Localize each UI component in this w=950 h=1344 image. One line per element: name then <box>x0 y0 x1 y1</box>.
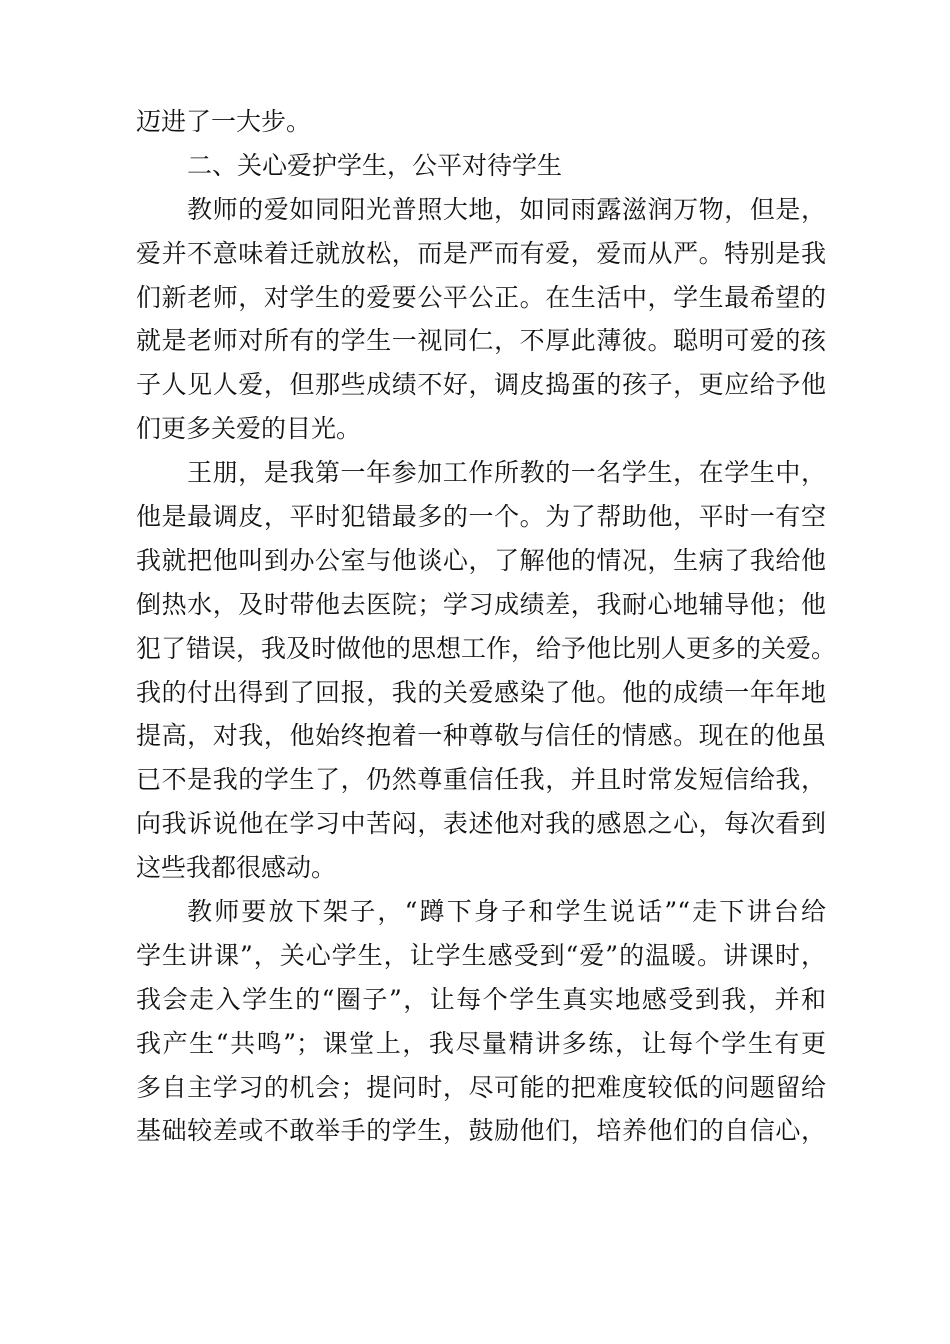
text-line-5: 们新老师，对学生的爱要公平公正。在生活中，学生最希望的 <box>136 282 826 312</box>
text-line-20: 学生讲课”，关心学生，让学生感受到“爱”的温暖。讲课时， <box>136 940 826 970</box>
text-line-24: 基础较差或不敢举手的学生，鼓励他们，培养他们的自信心， <box>136 1116 826 1146</box>
text-line-8: 们更多关爱的目光。 <box>136 414 362 444</box>
text-line-23: 多自主学习的机会；提问时，尽可能的把难度较低的问题留给 <box>136 1072 826 1102</box>
text-line-15: 提高，对我，他始终抱着一种尊敬与信任的情感。现在的他虽 <box>136 721 826 751</box>
text-line-10: 他是最调皮，平时犯错最多的一个。为了帮助他，平时一有空 <box>136 502 826 532</box>
text-line-1: 迈进了一大步。 <box>136 107 312 136</box>
section-heading: 二、关心爱护学生，公平对待学生 <box>187 150 563 180</box>
document-page <box>136 100 837 1153</box>
text-line-12: 倒热水，及时带他去医院；学习成绩差，我耐心地辅导他；他 <box>136 589 826 619</box>
text-line-13: 犯了错误，我及时做他的思想工作，给予他比别人更多的关爱。 <box>136 633 837 663</box>
text-line-16: 已不是我的学生了，仍然尊重信任我，并且时常发短信给我， <box>136 765 826 795</box>
text-line-19: 教师要放下架子，“蹲下身子和学生说话”“走下讲台给 <box>187 897 826 927</box>
text-line-6: 就是老师对所有的学生一视同仁，不厚此薄彼。聪明可爱的孩 <box>136 326 826 356</box>
text-line-17: 向我诉说他在学习中苦闷，表述他对我的感恩之心，每次看到 <box>136 809 826 839</box>
text-line-21: 我会走入学生的“圈子”，让每个学生真实地感受到我，并和 <box>136 984 826 1014</box>
text-line-18: 这些我都很感动。 <box>136 853 337 883</box>
text-line-3: 教师的爱如同阳光普照大地，如同雨露滋润万物，但是， <box>187 194 826 224</box>
text-line-11: 我就把他叫到办公室与他谈心，了解他的情况，生病了我给他 <box>136 545 826 575</box>
text-line-14: 我的付出得到了回报，我的关爱感染了他。他的成绩一年年地 <box>136 677 826 707</box>
text-line-22: 我产生“共鸣”；课堂上，我尽量精讲多练，让每个学生有更 <box>136 1028 826 1058</box>
text-line-4: 爱并不意味着迁就放松，而是严而有爱，爱而从严。特别是我 <box>136 238 826 268</box>
text-line-7: 子人见人爱，但那些成绩不好，调皮捣蛋的孩子，更应给予他 <box>136 370 826 400</box>
text-line-9: 王朋，是我第一年参加工作所教的一名学生，在学生中， <box>187 458 826 488</box>
